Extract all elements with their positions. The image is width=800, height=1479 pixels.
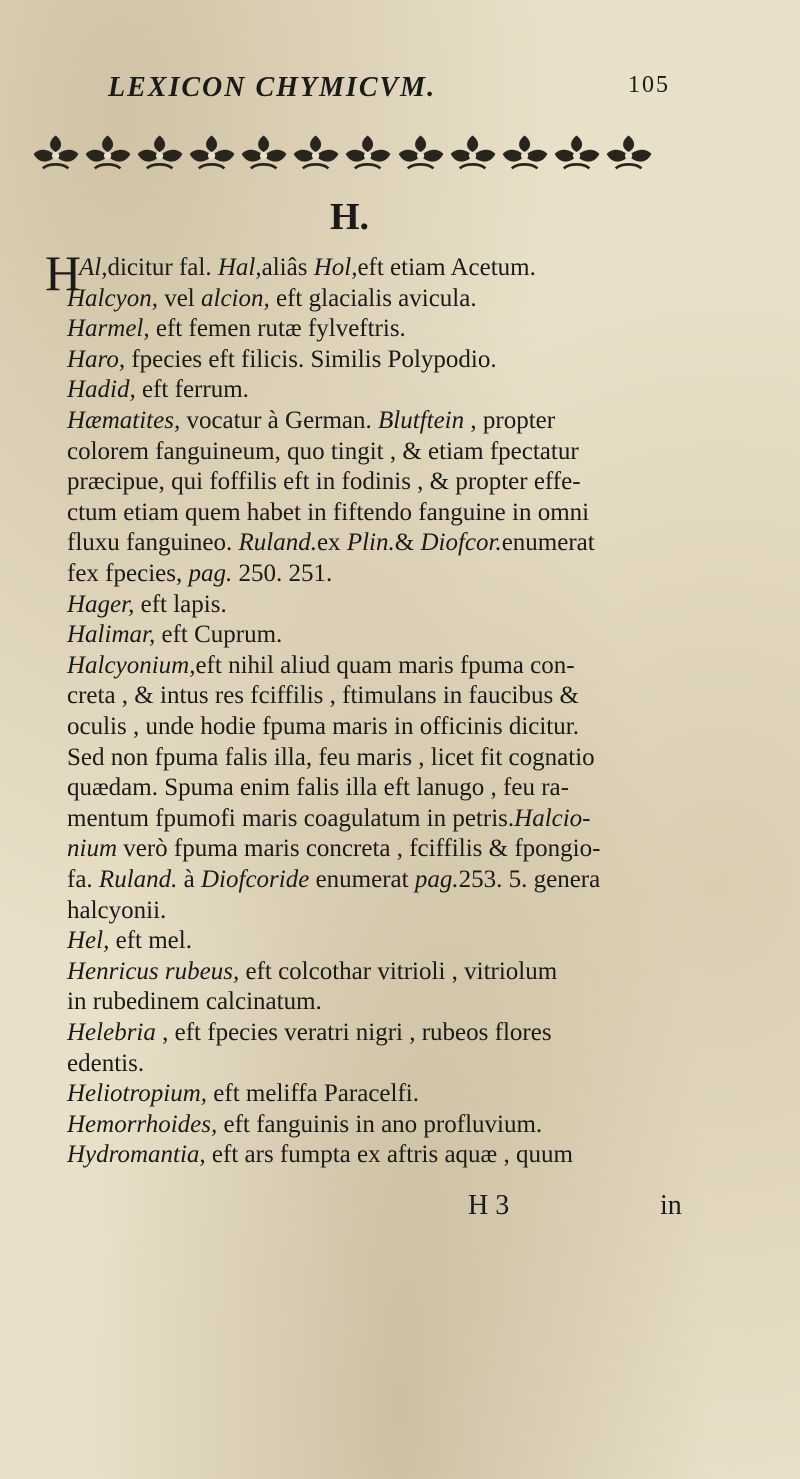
entry-term: Halcio- (514, 804, 591, 832)
entry-term: Hal, (217, 254, 262, 281)
entry-text: enumerat (309, 866, 415, 893)
entry-text: eft lapis. (134, 590, 227, 618)
entry-term: Halimar, (67, 621, 156, 649)
signature-mark: H 3 (468, 1190, 510, 1221)
entry-term: Hager, (67, 590, 135, 618)
text-line (67, 773, 569, 803)
text-line (67, 559, 332, 589)
entry-term: Henricus rubeus, (67, 957, 240, 985)
entry-term: Hadid, (67, 376, 136, 404)
text-line (67, 712, 579, 742)
entry-term: Blutftein (378, 407, 465, 434)
entry-text: 250. 251. (232, 560, 333, 587)
text-line (67, 345, 497, 375)
entry-term: Diofcor. (420, 529, 502, 557)
entry-term: Hæmatites, (67, 407, 181, 434)
text-line (67, 590, 227, 620)
entry-text: eft glacialis avicula. (269, 284, 477, 312)
floral-ornament-icon (447, 130, 499, 174)
entry-term: Ruland. (238, 529, 317, 557)
entry-term: Heliotropium, (67, 1080, 208, 1108)
text-line (67, 284, 477, 314)
entry-term: alcion, (201, 284, 270, 312)
entry-text: eft femen rutæ fylveftris. (149, 315, 406, 343)
text-line (67, 743, 595, 773)
entry-term: Helebria (67, 1019, 156, 1046)
entry-term: Diofcoride (201, 866, 310, 893)
entry-term: Halcyonium, (67, 651, 196, 679)
initial-letter: H (45, 245, 82, 301)
entry-text: , propter (464, 407, 556, 434)
entry-text: eft ars fumpta ex aftris aquæ , quum (205, 1141, 573, 1169)
text-line (67, 834, 600, 864)
entry-text: eft ferrum. (135, 376, 249, 404)
floral-ornament-icon (134, 130, 186, 174)
entry-text: præcipue, qui foffilis eft in fodinis , & propter effe- (67, 468, 581, 496)
entry-text: eft etiam Acetum. (357, 254, 536, 281)
entry-term: Hel, (67, 927, 110, 955)
entry-text: & (394, 529, 421, 557)
text-line (67, 406, 555, 436)
entry-text: à (177, 866, 201, 893)
floral-ornament-icon (603, 130, 655, 174)
entry-text: fa. (67, 866, 99, 893)
entry-text: eft mel. (109, 927, 192, 955)
ornament-band (30, 128, 655, 176)
text-line (67, 1140, 573, 1170)
text-line (67, 1049, 144, 1079)
text-line (67, 528, 595, 558)
entry-text: edentis. (67, 1049, 145, 1077)
entry-text: eft meliffa Paracelfi. (207, 1080, 419, 1108)
text-line (67, 896, 166, 926)
text-line (67, 620, 282, 650)
entry-term: Haro, (67, 345, 126, 373)
entry-text: eft nihil aliud quam maris fpuma con- (195, 651, 575, 679)
floral-ornament-icon (395, 130, 447, 174)
entry-text: , eft fpecies veratri nigri , rubeos flores (155, 1019, 552, 1046)
floral-ornament-icon (290, 130, 342, 174)
entry-text: vel (157, 284, 201, 312)
entry-term: Hol, (313, 254, 358, 281)
entry-term: Harmel, (67, 315, 150, 343)
entry-term: Al, (79, 254, 108, 281)
text-line (67, 957, 557, 987)
floral-ornament-icon (551, 130, 603, 174)
entry-text: fpecies eft filicis. Similis Polypodio. (125, 345, 497, 373)
entry-text: fluxu fanguineo. (67, 529, 239, 557)
entry-text: mentum fpumofi maris coagulatum in petris. (67, 804, 515, 832)
entry-text: creta , & intus res fciffilis , ftimulans in faucibus & (67, 682, 579, 710)
entry-text: eft fanguinis in ano profluvium. (217, 1110, 543, 1138)
entry-text: eft colcothar vitrioli , vitriolum (239, 957, 558, 985)
entry-term: pag. (414, 866, 459, 893)
catchword: in (660, 1190, 682, 1221)
text-line (67, 437, 579, 467)
entry-text: verò fpuma maris concreta , fciffilis & fpongio- (117, 835, 601, 863)
text-line (67, 1110, 542, 1140)
text-line (67, 651, 575, 681)
entry-term: Halcyon, (67, 284, 158, 312)
entry-term: Hydromantia, (67, 1141, 206, 1169)
entry-text: ctum etiam quem habet in fiftendo fanguine in omni (67, 498, 590, 526)
entry-text: colorem fanguineum, quo tingit , & etiam fpectatur (67, 437, 579, 465)
floral-ornament-icon (499, 130, 551, 174)
running-head (108, 72, 668, 112)
floral-ornament-icon (82, 130, 134, 174)
floral-ornament-icon (186, 130, 238, 174)
entry-text: dicitur fal. (107, 254, 218, 281)
entry-term: Ruland. (98, 866, 178, 893)
entry-text: halcyonii. (67, 896, 167, 924)
entry-text: aliâs (261, 254, 314, 281)
entry-text: enumerat (501, 529, 595, 557)
floral-ornament-icon (30, 130, 82, 174)
page-number: 105 (628, 72, 670, 98)
floral-ornament-icon (238, 130, 290, 174)
text-line (67, 314, 406, 344)
entry-text: in rubedinem calcinatum. (67, 988, 322, 1016)
text-line (67, 375, 249, 405)
text-line (67, 498, 589, 528)
running-title: LEXICON CHYMICVM. (108, 72, 437, 103)
entry-term: nium (67, 835, 117, 863)
text-line (67, 467, 581, 497)
floral-ornament-icon (342, 130, 394, 174)
entry-term: Hemorrhoides, (67, 1110, 218, 1138)
entry-text: fex fpecies, (67, 560, 189, 587)
text-line (67, 987, 322, 1017)
entry-text: 253. 5. genera (458, 866, 601, 893)
entry-term: pag. (188, 560, 233, 587)
entry-text: Sed non fpuma falis illa, feu maris , licet fit cognatio (67, 743, 595, 771)
entry-text: vocatur à German. (180, 407, 379, 434)
text-line (67, 1079, 419, 1109)
text-line (67, 926, 192, 956)
text-line (67, 681, 579, 711)
section-letter: H. (330, 196, 370, 238)
text-line (67, 804, 591, 834)
entry-term: Plin. (346, 529, 395, 557)
entry-text: ex (316, 529, 347, 557)
entry-text: eft Cuprum. (155, 621, 283, 649)
text-line (67, 1018, 552, 1048)
entry-text: oculis , unde hodie fpuma maris in officinis dicitur. (67, 713, 579, 740)
entry-text: quædam. Spuma enim falis illa eft lanugo , feu ra- (67, 774, 569, 802)
text-line (67, 865, 600, 895)
